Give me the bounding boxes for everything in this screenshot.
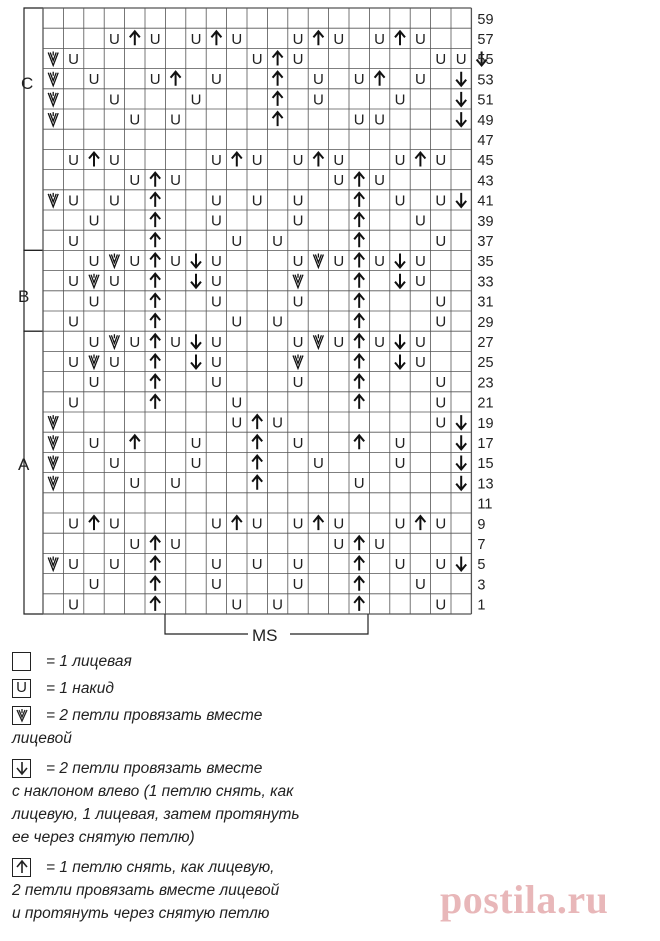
k2tog-symbol	[313, 254, 323, 268]
yarn-over-symbol: U	[170, 172, 182, 190]
centered-double-decrease-symbol	[354, 557, 364, 571]
yarn-over-symbol: U	[108, 354, 120, 371]
yarn-over-symbol: U	[129, 475, 141, 493]
row-number: 25	[477, 355, 494, 372]
yarn-over-symbol: U	[68, 354, 80, 371]
k2tog-symbol	[48, 557, 58, 571]
yarn-over-symbol: U	[210, 515, 222, 533]
yarn-over-symbol: U	[312, 455, 324, 472]
yarn-over-symbol: U	[68, 192, 80, 210]
yarn-over-symbol: U	[231, 414, 243, 432]
yarn-over-symbol: U	[231, 313, 243, 331]
yarn-over-symbol: U	[170, 535, 182, 553]
ssk-symbol	[191, 254, 201, 268]
k2tog-symbol	[109, 334, 119, 348]
centered-double-decrease-symbol	[313, 153, 323, 167]
yarn-over-symbol: U	[292, 212, 304, 230]
centered-double-decrease-symbol	[354, 355, 364, 369]
yarn-over-symbol: U	[210, 374, 222, 392]
centered-double-decrease-symbol	[252, 415, 262, 429]
k2tog-symbol	[48, 193, 58, 207]
yarn-over-symbol: U	[251, 51, 263, 68]
centered-double-decrease-symbol-icon	[12, 858, 31, 877]
centered-double-decrease-symbol	[211, 31, 221, 45]
yarn-over-symbol: U	[108, 91, 120, 109]
ssk-symbol	[395, 355, 405, 369]
yarn-over-symbol: U	[108, 455, 120, 472]
row-number: 29	[477, 314, 494, 331]
repeat-label-ms: MS	[252, 626, 278, 645]
yarn-over-symbol: U	[170, 475, 182, 493]
yarn-over-symbol: U	[333, 535, 345, 553]
k2tog-symbol-icon	[12, 706, 31, 725]
k2tog-symbol	[48, 92, 58, 106]
yarn-over-symbol: U	[251, 556, 263, 573]
yarn-over-symbol: U	[292, 556, 304, 573]
k2tog-symbol	[293, 355, 303, 369]
centered-double-decrease-symbol	[313, 516, 323, 530]
row-number: 37	[477, 233, 494, 250]
k2tog-symbol	[48, 456, 58, 470]
legend-ssk-text-1: = 2 петли провязать вместе	[46, 760, 263, 777]
ssk-symbol	[456, 72, 466, 86]
yarn-over-symbol: U	[68, 556, 80, 573]
yarn-over-symbol: U	[394, 91, 406, 109]
legend-cdd-text-3: и протянуть через снятую петлю	[12, 905, 270, 922]
row-number: 5	[477, 557, 486, 574]
centered-double-decrease-symbol	[232, 516, 242, 530]
centered-double-decrease-symbol	[415, 516, 425, 530]
centered-double-decrease-symbol	[150, 193, 160, 207]
yarn-over-symbol: U	[435, 394, 447, 412]
yarn-over-symbol: U	[272, 313, 284, 331]
yarn-over-symbol: U	[88, 576, 100, 594]
k2tog-symbol	[109, 254, 119, 268]
yarn-over-symbol: U	[414, 273, 426, 291]
yarn-over-symbol: U	[129, 535, 141, 553]
legend-yo-text: = 1 накид	[46, 680, 114, 697]
centered-double-decrease-symbol	[150, 375, 160, 389]
centered-double-decrease-symbol	[354, 233, 364, 247]
row-number: 55	[477, 52, 494, 69]
centered-double-decrease-symbol	[150, 577, 160, 591]
yarn-over-symbol: U	[435, 51, 447, 68]
ssk-symbol	[456, 557, 466, 571]
yarn-over-symbol: U	[108, 556, 120, 573]
yarn-over-symbol: U	[435, 293, 447, 311]
yarn-over-symbol: U	[455, 51, 467, 68]
legend-k2tog-text-1: = 2 петли провязать вместе	[46, 707, 263, 724]
centered-double-decrease-symbol	[354, 173, 364, 187]
yarn-over-symbol: U	[170, 333, 182, 351]
yarn-over-symbol: U	[333, 152, 345, 169]
yarn-over-symbol: U	[210, 273, 222, 291]
yarn-over-symbol: U	[333, 515, 345, 533]
k2tog-symbol	[313, 334, 323, 348]
yarn-over-symbol: U	[210, 192, 222, 210]
centered-double-decrease-symbol	[354, 435, 364, 449]
ssk-symbol	[191, 355, 201, 369]
section-bracket	[24, 8, 43, 250]
centered-double-decrease-symbol	[354, 395, 364, 409]
yarn-over-symbol: U	[108, 273, 120, 291]
yarn-over-symbol: U	[129, 172, 141, 190]
centered-double-decrease-symbol	[150, 557, 160, 571]
yarn-over-symbol: U	[68, 152, 80, 169]
yarn-over-symbol: U	[88, 212, 100, 230]
ssk-symbol	[395, 254, 405, 268]
yarn-over-symbol: U	[108, 192, 120, 210]
centered-double-decrease-symbol	[130, 435, 140, 449]
yarn-over-symbol: U	[435, 515, 447, 533]
yarn-over-symbol: U	[394, 434, 406, 452]
yarn-over-symbol: U	[272, 232, 284, 250]
k2tog-symbol	[48, 415, 58, 429]
yarn-over-symbol: U	[129, 111, 141, 129]
centered-double-decrease-symbol	[354, 274, 364, 288]
yarn-over-symbol: U	[374, 333, 386, 351]
yarn-over-symbol: U	[292, 293, 304, 311]
k2tog-symbol	[48, 72, 58, 86]
yarn-over-symbol: U	[333, 333, 345, 351]
centered-double-decrease-symbol	[273, 92, 283, 106]
yarn-over-symbol: U	[231, 30, 243, 48]
yarn-over-symbol: U	[435, 374, 447, 392]
yarn-over-symbol: U	[88, 293, 100, 311]
legend-cdd-text-2: 2 петли провязать вместе лицевой	[12, 882, 280, 899]
ssk-symbol	[456, 415, 466, 429]
yarn-over-symbol: U	[435, 232, 447, 250]
yarn-over-symbol: U	[374, 30, 386, 48]
k2tog-symbol	[89, 355, 99, 369]
centered-double-decrease-symbol	[150, 395, 160, 409]
legend-ssk-text-2: с наклоном влево (1 петлю снять, как	[12, 783, 294, 800]
centered-double-decrease-symbol	[150, 233, 160, 247]
knit-symbol-icon	[12, 652, 31, 671]
yarn-over-symbol: U	[374, 172, 386, 190]
k2tog-symbol	[48, 52, 58, 66]
yarn-over-symbol: U	[272, 414, 284, 432]
centered-double-decrease-symbol	[395, 31, 405, 45]
ssk-symbol	[456, 112, 466, 126]
k2tog-symbol	[48, 112, 58, 126]
legend-ssk-text-3: лицевую, 1 лицевая, затем протянуть	[12, 806, 300, 823]
row-number: 59	[477, 11, 494, 28]
row-number-labels	[477, 12, 493, 614]
ssk-symbol	[191, 334, 201, 348]
yarn-over-symbol: U	[374, 535, 386, 553]
row-number: 23	[477, 375, 494, 392]
yarn-over-symbol: U	[170, 111, 182, 129]
yarn-over-symbol: U	[292, 434, 304, 452]
centered-double-decrease-symbol	[150, 334, 160, 348]
yarn-over-symbol: U	[292, 30, 304, 48]
centered-double-decrease-symbol	[150, 173, 160, 187]
row-number: 41	[477, 193, 494, 210]
centered-double-decrease-symbol	[150, 274, 160, 288]
centered-double-decrease-symbol	[130, 31, 140, 45]
yarn-over-symbol: U	[292, 515, 304, 533]
centered-double-decrease-symbol	[354, 314, 364, 328]
yarn-over-symbol: U	[435, 596, 447, 614]
yarn-over-symbol: U	[231, 596, 243, 614]
yarn-over-symbol: U	[312, 91, 324, 109]
yarn-over-symbol: U	[292, 253, 304, 270]
yarn-over-symbol: U	[190, 434, 202, 452]
yarn-over-symbol: U	[251, 152, 263, 169]
yarn-over-symbol: U	[435, 192, 447, 210]
centered-double-decrease-symbol	[150, 213, 160, 227]
row-number: 31	[477, 294, 494, 311]
row-number: 3	[477, 577, 486, 594]
yarn-over-symbol: U	[312, 71, 324, 89]
centered-double-decrease-symbol	[150, 536, 160, 550]
yarn-over-symbol: U	[333, 172, 345, 190]
section-label-a: A	[18, 455, 30, 474]
row-number: 15	[477, 456, 494, 473]
yarn-over-symbol: U	[251, 515, 263, 533]
yarn-over-symbol: U	[190, 91, 202, 109]
yarn-over-symbol: U	[394, 152, 406, 169]
yarn-over-symbol: U	[292, 333, 304, 351]
section-brackets	[24, 8, 43, 614]
yarn-over-symbol: U	[108, 515, 120, 533]
yarn-over-symbol: U	[190, 30, 202, 48]
ssk-symbol-icon	[12, 759, 31, 778]
yarn-over-symbol: U	[68, 596, 80, 614]
yarn-over-symbol: U	[272, 596, 284, 614]
yarn-over-symbol: U	[435, 313, 447, 331]
row-number: 1	[477, 597, 486, 614]
ssk-symbol	[395, 274, 405, 288]
yarn-over-symbol: U	[68, 394, 80, 412]
yarn-over-symbol: U	[231, 232, 243, 250]
centered-double-decrease-symbol	[252, 435, 262, 449]
centered-double-decrease-symbol	[150, 314, 160, 328]
centered-double-decrease-symbol	[415, 153, 425, 167]
yarn-over-symbol: U	[88, 434, 100, 452]
yarn-over-symbol: U	[353, 475, 365, 493]
legend-k2tog-text-2: лицевой	[12, 730, 72, 747]
yarn-over-symbol: U	[210, 293, 222, 311]
yarn-over-symbol: U	[394, 556, 406, 573]
yarn-over-symbol: U	[414, 253, 426, 270]
row-number: 53	[477, 72, 494, 89]
row-number: 57	[477, 31, 494, 48]
yarn-over-symbol: U	[414, 212, 426, 230]
centered-double-decrease-symbol	[273, 52, 283, 66]
centered-double-decrease-symbol	[150, 254, 160, 268]
row-number: 19	[477, 415, 494, 432]
yarn-over-symbol: U	[333, 30, 345, 48]
yarn-over-symbol: U	[394, 192, 406, 210]
row-number: 49	[477, 112, 494, 129]
yarn-over-symbol: U	[149, 30, 161, 48]
yarn-over-symbol: U	[88, 71, 100, 89]
row-number: 9	[477, 516, 486, 533]
ssk-symbol	[456, 476, 466, 490]
section-label-c: C	[21, 74, 34, 93]
ssk-symbol	[456, 456, 466, 470]
yarn-over-symbol: U	[394, 515, 406, 533]
yarn-over-symbol: U	[210, 556, 222, 573]
centered-double-decrease-symbol	[354, 334, 364, 348]
centered-double-decrease-symbol	[89, 516, 99, 530]
centered-double-decrease-symbol	[354, 193, 364, 207]
yarn-over-symbol: U	[231, 394, 243, 412]
legend-cdd-text-1: = 1 петлю снять, как лицевую,	[46, 859, 275, 876]
centered-double-decrease-symbol	[375, 72, 385, 86]
yarn-over-symbol: U	[414, 30, 426, 48]
yarn-over-symbol: U	[210, 212, 222, 230]
yarn-over-symbol: U	[108, 30, 120, 48]
yarn-over-symbol: U	[149, 71, 161, 89]
yarn-over-symbol: U	[292, 374, 304, 392]
yarn-over-symbol: U	[374, 253, 386, 270]
row-number: 51	[477, 92, 494, 109]
yarn-over-symbol: U	[414, 354, 426, 371]
yarn-over-symbol: U	[88, 374, 100, 392]
section-label-b: B	[18, 287, 30, 306]
centered-double-decrease-symbol	[89, 153, 99, 167]
yarn-over-symbol: U	[353, 71, 365, 89]
k2tog-symbol	[293, 274, 303, 288]
k2tog-symbol	[89, 274, 99, 288]
yarn-over-symbol: U	[414, 576, 426, 594]
yarn-over-symbol: U	[353, 111, 365, 129]
centered-double-decrease-symbol	[354, 536, 364, 550]
centered-double-decrease-symbol	[252, 456, 262, 470]
centered-double-decrease-symbol	[273, 72, 283, 86]
yarn-over-symbol: U	[333, 253, 345, 270]
yarn-over-symbol: U	[210, 71, 222, 89]
row-number: 47	[477, 132, 494, 149]
legend-knit-text: = 1 лицевая	[46, 653, 132, 670]
centered-double-decrease-symbol	[150, 294, 160, 308]
centered-double-decrease-symbol	[313, 31, 323, 45]
yarn-over-symbol: U	[108, 152, 120, 169]
row-number: 17	[477, 435, 494, 452]
ssk-symbol	[456, 435, 466, 449]
yarn-over-symbol: U	[374, 111, 386, 129]
row-number: 43	[477, 173, 494, 190]
centered-double-decrease-symbol	[354, 597, 364, 611]
yarn-over-symbol: U	[251, 192, 263, 210]
yarn-over-symbol: U	[129, 253, 141, 270]
yarn-over-symbol: U	[292, 576, 304, 594]
yarn-over-symbol: U	[88, 253, 100, 270]
centered-double-decrease-symbol	[232, 153, 242, 167]
yarn-over-symbol: U	[68, 51, 80, 68]
yarn-over-symbol: U	[68, 273, 80, 291]
yarn-over-symbol: U	[190, 455, 202, 472]
row-number: 7	[477, 536, 486, 553]
centered-double-decrease-symbol	[171, 72, 181, 86]
yarn-over-symbol: U	[414, 333, 426, 351]
row-number: 45	[477, 153, 494, 170]
ssk-symbol	[456, 92, 466, 106]
row-number: 27	[477, 334, 494, 351]
centered-double-decrease-symbol	[354, 213, 364, 227]
yarn-over-symbol: U	[435, 556, 447, 573]
yarn-over-symbol: U	[88, 333, 100, 351]
yarn-over-symbol: U	[68, 313, 80, 331]
row-number: 39	[477, 213, 494, 230]
watermark-logo: postila.ru	[440, 877, 609, 922]
k2tog-symbol	[48, 435, 58, 449]
yarn-over-symbol: U	[210, 576, 222, 594]
yarn-over-symbol: U	[170, 253, 182, 270]
ssk-symbol	[456, 193, 466, 207]
ssk-symbol	[191, 274, 201, 288]
centered-double-decrease-symbol	[354, 254, 364, 268]
yarn-over-symbol: U	[292, 152, 304, 169]
yarn-over-symbol-icon: U	[12, 679, 31, 698]
yarn-over-symbol: U	[68, 232, 80, 250]
legend-ssk-text-4: ее через снятую петлю)	[12, 829, 195, 846]
yarn-over-symbol: U	[435, 152, 447, 169]
centered-double-decrease-symbol	[354, 577, 364, 591]
row-number: 35	[477, 254, 494, 271]
row-number: 13	[477, 476, 494, 493]
centered-double-decrease-symbol	[354, 375, 364, 389]
yarn-over-symbol: U	[68, 515, 80, 533]
yarn-over-symbol: U	[210, 354, 222, 371]
yarn-over-symbol: U	[394, 455, 406, 472]
centered-double-decrease-symbol	[150, 355, 160, 369]
yarn-over-symbol: U	[129, 333, 141, 351]
row-number: 11	[477, 496, 493, 513]
row-number: 33	[477, 274, 494, 291]
yarn-over-symbol: U	[414, 71, 426, 89]
yarn-over-symbol: U	[210, 152, 222, 169]
centered-double-decrease-symbol	[273, 112, 283, 126]
row-number: 21	[477, 395, 494, 412]
centered-double-decrease-symbol	[150, 597, 160, 611]
ssk-symbol	[395, 334, 405, 348]
yarn-over-symbol: U	[435, 414, 447, 432]
centered-double-decrease-symbol	[354, 294, 364, 308]
centered-double-decrease-symbol	[252, 476, 262, 490]
yarn-over-symbol: U	[292, 192, 304, 210]
yarn-over-symbol: U	[210, 333, 222, 351]
yarn-over-symbol: U	[292, 51, 304, 68]
k2tog-symbol	[48, 476, 58, 490]
yarn-over-symbol: U	[210, 253, 222, 270]
